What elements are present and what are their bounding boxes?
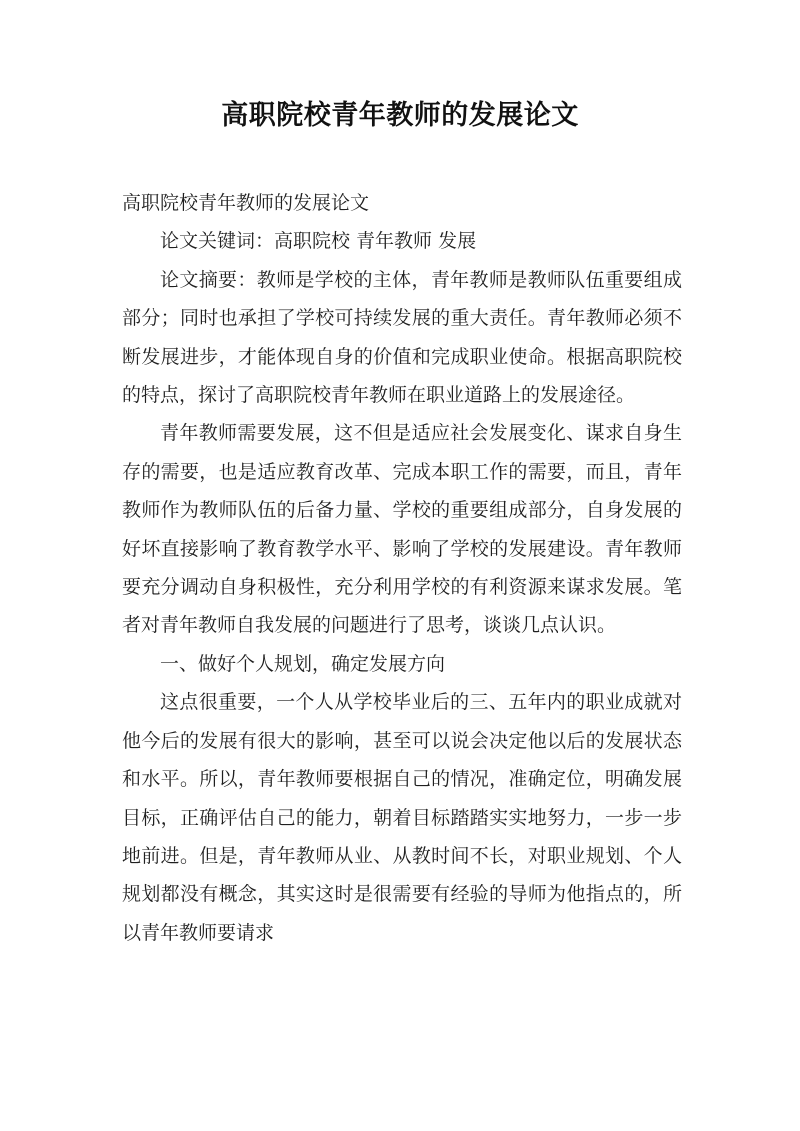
document-subtitle: 高职院校青年教师的发展论文 bbox=[122, 192, 370, 214]
abstract-paragraph: 论文摘要：教师是学校的主体，青年教师是教师队伍重要组成部分；同时也承担了学校可持续发展的重大责任。青年教师必须不断发展进步，才能体现自身的价值和完成职业使命。根据高职院校的特点，探讨了高职院校青年教师在职业道路上的发展途径。 bbox=[122, 268, 682, 407]
document-title: 高职院校青年教师的发展论文 bbox=[221, 100, 579, 131]
body-paragraph: 青年教师需要发展，这不但是适应社会发展变化、谋求自身生存的需要，也是适应教育改革、完成本职工作的需要，而且，青年教师作为教师队伍的后备力量、学校的重要组成部分，自身发展的好坏直接影响了教育教学水平、影响了学校的发展建设。青年教师要充分调动自身积极性，充分利用学校的有利资源来谋求发展。笔者对青年教师自我发展的问题进行了思考，谈谈几点认识。 bbox=[122, 422, 682, 637]
keywords-line: 论文关键词：高职院校 青年教师 发展 bbox=[160, 230, 477, 253]
section-heading: 一、做好个人规划，确定发展方向 bbox=[160, 652, 446, 675]
body-paragraph: 这点很重要，一个人从学校毕业后的三、五年内的职业成就对他今后的发展有很大的影响，甚至可以说会决定他以后的发展状态和水平。所以，青年教师要根据自己的情况，准确定位，明确发展目标，正确评估自己的能力，朝着目标踏踏实实地努力，一步一步地前进。但是，青年教师从业、从教时间不长，对职业规划、个人规划都没有概念，其实这时是很需要有经验的导师为他指点的，所以青年教师要请求 bbox=[122, 691, 682, 944]
document-body bbox=[122, 184, 682, 952]
